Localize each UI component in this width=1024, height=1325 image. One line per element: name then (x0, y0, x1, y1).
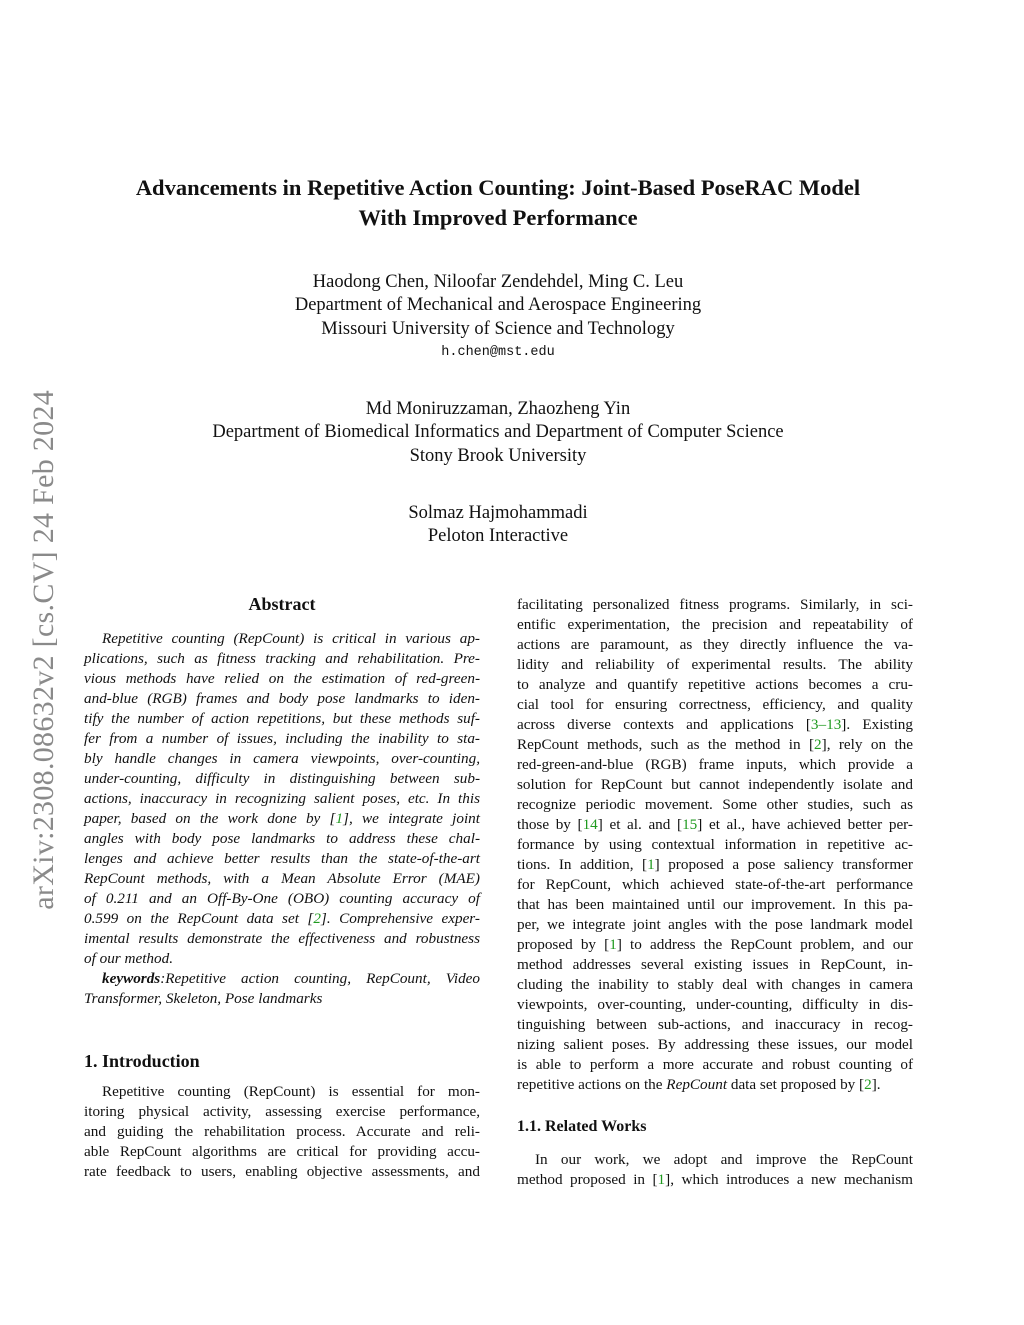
body-line: nizing salient poses. By addressing these issues, our model (517, 1036, 913, 1053)
title-line-2: With Improved Performance (358, 205, 638, 230)
right-column (517, 595, 913, 1190)
keywords (84, 969, 480, 1009)
abstract-line: actions, inaccuracy in recognizing salient poses, etc. In this (84, 790, 480, 807)
abstract-line: imental results demonstrate the effectiveness and robustness (84, 930, 480, 947)
abstract-line: plications, such as fitness tracking and rehabilitation. Pre- (84, 650, 480, 667)
keywords-text: :Repetitive action counting, RepCount, Video (160, 970, 480, 987)
intro-continued (517, 595, 913, 1095)
body-line: facilitating personalized fitness programs. Similarly, in sci- (517, 596, 913, 613)
body-line: for RepCount, which achieved state-of-the-art performance (517, 876, 913, 893)
body-line: red-green-and-blue (RGB) frame inputs, which provide a (517, 756, 913, 773)
author-group-1 (96, 271, 900, 365)
body-line: RepCount methods, such as the method in [2], rely on the (517, 736, 913, 753)
body-line: those by [14] et al. and [15] et al., have achieved better per- (517, 816, 913, 833)
abstract-line: fer from a number of issues, including the inability to sta- (84, 730, 480, 747)
body-line: cial tool for ensuring correctness, efficiency, and quality (517, 696, 913, 713)
citation-link[interactable]: 1 (657, 1171, 666, 1188)
author-university: Stony Brook University (409, 445, 587, 466)
body-line: that has been maintained until our improvement. In this pa- (517, 896, 913, 913)
citation-link[interactable]: 3–13 (810, 716, 842, 733)
body-line: In our work, we adopt and improve the RepCount (535, 1151, 913, 1168)
subsection-heading-related-works: 1.1. Related Works (517, 1118, 647, 1135)
citation-link[interactable]: 1 (335, 810, 344, 827)
intro-line: itoring physical activity, assessing exercise performance, (84, 1103, 480, 1120)
abstract-line: paper, based on the work done by [1], we integrate joint (84, 810, 480, 827)
abstract-line: tify the number of action repetitions, but these methods suf- (84, 710, 480, 727)
keywords-line (84, 969, 480, 989)
citation-link[interactable]: 2 (814, 736, 822, 753)
author-email[interactable]: h.chen@mst.edu (441, 344, 555, 360)
intro-body (84, 1082, 480, 1182)
body-line: solution for RepCount but cannot independently isolate and (517, 776, 913, 793)
body-line: to analyze and quantify repetitive actions becomes a cru- (517, 676, 913, 693)
body-line: tions. In addition, [1] proposed a pose saliency transformer (517, 856, 913, 873)
body-line: cluding the inability to stably deal with changes in camera (517, 976, 913, 993)
abstract-line: and-blue (RGB) frames and body pose landmarks to iden- (84, 690, 480, 707)
abstract-line: bly handle changes in camera viewpoints, over-counting, (84, 750, 480, 767)
body-line: formance by using contextual information in repetitive ac- (517, 836, 913, 853)
arxiv-sidebar (22, 355, 66, 945)
intro-line: Repetitive counting (RepCount) is essential for mon- (102, 1083, 480, 1100)
dataset-name: RepCount (666, 1076, 728, 1093)
intro-line: able RepCount algorithms are critical for providing accu- (84, 1143, 480, 1160)
body-line: per, we integrate joint angles with the pose landmark model (517, 916, 913, 933)
author-department: Department of Biomedical Informatics and Department of Computer Science (212, 422, 784, 443)
keywords-label: keywords (102, 970, 161, 987)
body-line: lidity and reliability of experimental results. The ability (517, 656, 913, 673)
author-names: Haodong Chen, Niloofar Zendehdel, Ming C. Leu (312, 272, 684, 292)
author-organization: Peloton Interactive (427, 526, 569, 547)
abstract-line: angles with body pose landmarks to address these chal- (84, 830, 480, 847)
keywords-line-2: Transformer, Skeleton, Pose landmarks (84, 990, 323, 1007)
abstract-heading: Abstract (248, 594, 316, 614)
body-line: viewpoints, over-counting, under-counting, difficulty in dis- (517, 996, 913, 1013)
author-names: Md Moniruzzaman, Zhaozheng Yin (365, 399, 631, 419)
body-line: method proposed in [1], which introduces a new mechanism (517, 1171, 913, 1188)
citation-link[interactable]: 1 (647, 856, 655, 873)
arxiv-identifier: arXiv:2308.08632v2 [cs.CV] 24 Feb 2024 (27, 390, 60, 910)
intro-line: and guiding the rehabilitation process. Accurate and reli- (84, 1123, 480, 1140)
related-works-body (517, 1150, 913, 1190)
citation-link[interactable]: 2 (864, 1076, 872, 1093)
left-column (84, 592, 480, 1182)
author-department: Department of Mechanical and Aerospace Engineering (294, 295, 702, 316)
citation-link[interactable]: 1 (609, 936, 617, 953)
paper-title (96, 173, 900, 233)
author-group-3 (96, 502, 900, 549)
author-university: Missouri University of Science and Technology (321, 318, 675, 339)
intro-line: rate feedback to users, enabling objective assessments, and (84, 1163, 480, 1180)
abstract-line: vious methods have relied on the estimation of red-green- (84, 670, 480, 687)
body-line: proposed by [1] to address the RepCount problem, and our (517, 936, 913, 953)
abstract-line: under-counting, difficulty in distinguishing between sub- (84, 770, 480, 787)
body-line: actions are paramount, as they directly influence the va- (517, 636, 913, 653)
body-line: tinguishing between sub-actions, and inaccuracy in recog- (517, 1016, 913, 1033)
citation-link[interactable]: 15 (682, 816, 698, 833)
abstract-body (84, 629, 480, 969)
abstract-line: of 0.211 and an Off-By-One (OBO) counting accuracy of (84, 890, 480, 907)
body-line: across diverse contexts and applications [3–13]. Existing (517, 716, 913, 733)
abstract-line: Repetitive counting (RepCount) is critical in various ap- (102, 630, 480, 647)
section-heading-introduction: 1. Introduction (84, 1051, 200, 1071)
body-line: recognize periodic movement. Some other studies, such as (517, 796, 913, 813)
abstract-line: RepCount methods, with a Mean Absolute Error (MAE) (84, 870, 480, 887)
citation-link[interactable]: 14 (582, 816, 598, 833)
abstract-line: lenges and achieve better results than the state-of-the-art (84, 850, 480, 867)
text-fragment: data set proposed by [2]. (727, 1076, 881, 1093)
body-line: entific experimentation, the precision and repeatability of (517, 616, 913, 633)
citation-link[interactable]: 2 (313, 910, 321, 927)
body-line: is able to perform a more accurate and robust counting of (517, 1056, 913, 1073)
body-line: method addresses several existing issues in RepCount, in- (517, 956, 913, 973)
text-fragment: repetitive actions on the (517, 1076, 667, 1093)
title-line-1: Advancements in Repetitive Action Counting: Joint-Based PoseRAC Model (135, 175, 861, 200)
author-names: Solmaz Hajmohammadi (408, 503, 588, 523)
author-group-2 (96, 398, 900, 468)
abstract-line: 0.599 on the RepCount data set [2]. Comprehensive exper- (84, 910, 480, 927)
body-line-final (517, 1075, 913, 1095)
abstract-line: of our method. (84, 950, 174, 967)
